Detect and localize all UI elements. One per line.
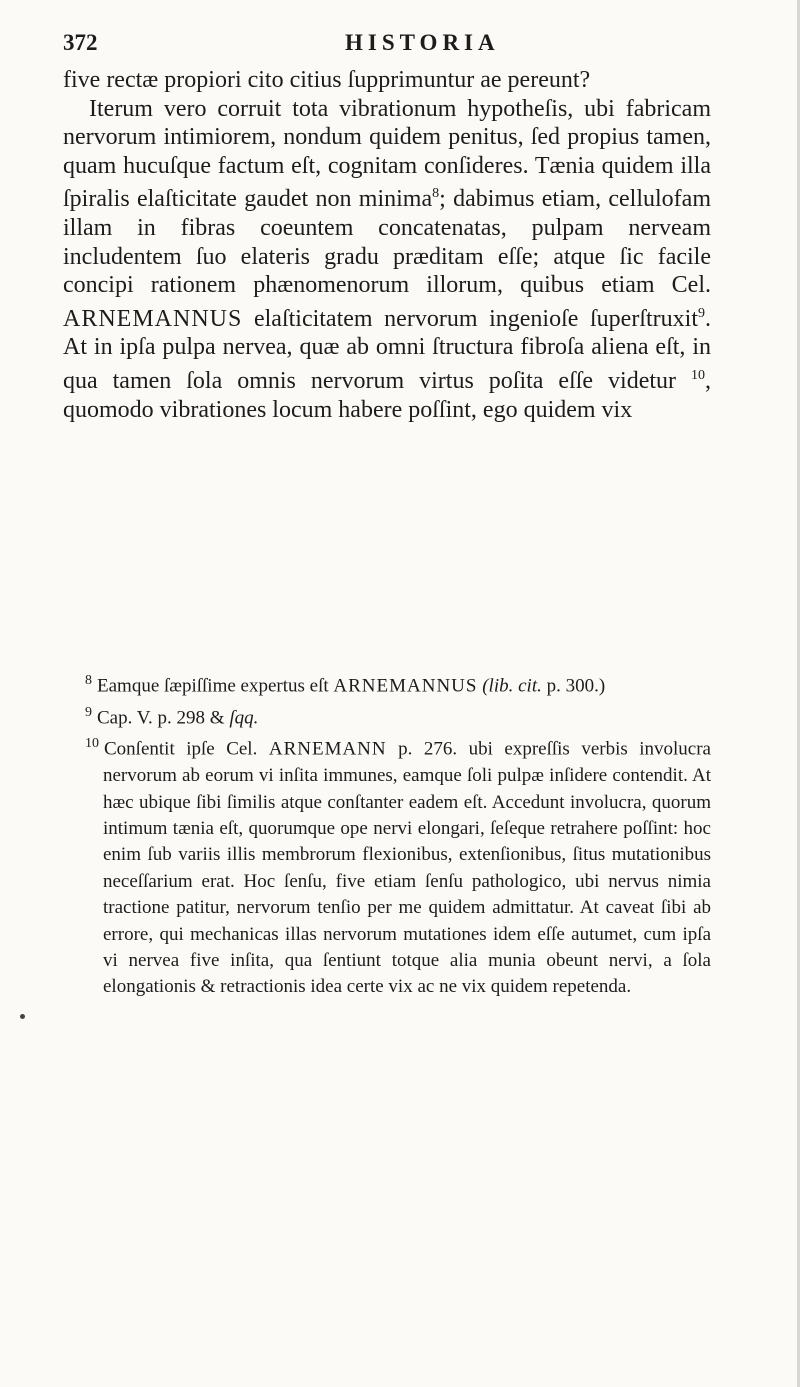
ink-speck	[20, 1014, 25, 1019]
footnote-ref-9: 9	[698, 305, 705, 321]
paragraph-2	[63, 95, 711, 425]
author-name-arnemannus: ARNEMANNUS	[63, 305, 243, 332]
page-number: 372	[63, 30, 98, 55]
footnote-10-mark: 10	[85, 736, 99, 752]
footnote-10-text-b: p. 276. ubi expreſſis verbis involucra nervorum ab eorum vi inſita immunes, eamque ſoli pulpæ inſidere contendit. At hæc ubique ſibi ſimilis atque conſtanter eadem eſt. Accedunt involucra, quorum intimum tænia eſt, quorumque ope nervi elongari, ſeſeque retrahere poſſint: hoc enim ſub variis illis membrorum flexionibus, extenſionibus, ſitus mutationibus neceſſarium erat. Hoc ſenſu, five etiam ſenſu pathologico, ubi nervus nimia tractione patitur, nervorum tenſio per me quidem admittatur. At caveat ſibi ab errore, qui mechanicas illas nervorum mutationes idem eſſe autumet, cum ipſa vi nervea five inſita, qua ſentiunt totque alia munia obeunt nervi, a ſola elongationis & retractionis idea certe vix ac ne vix quidem repetenda.	[103, 738, 711, 998]
footnote-9-text: Cap. V. p. 298 &	[97, 707, 225, 729]
paragraph-2-part-e: , quomodo vibrationes locum habere poſſint, ego quidem vix	[63, 367, 711, 423]
paragraph-2-part-a: Iterum vero corruit tota vibrationum hypotheſis, ubi fabricam nervorum intimiorem, nondum quidem penitus, ſed propius tamen, quam hucuſque factum eſt, cognitam conſideres. Tænia quidem illa ſpiralis elaſticitate gaudet non minima	[63, 95, 711, 213]
footnotes	[63, 668, 711, 1001]
footnote-10-author: ARNEMANN	[268, 738, 387, 760]
footnote-10-text-a: Conſentit ipſe Cel.	[104, 738, 258, 760]
footnote-8	[63, 668, 711, 700]
running-title: HISTORIA	[345, 30, 500, 55]
footnote-9-mark: 9	[85, 704, 92, 720]
footnote-8-citation: (lib. cit.	[482, 675, 542, 697]
running-head	[63, 30, 623, 60]
footnote-9	[63, 700, 711, 732]
paragraph-2-part-c: elaſticitatem nervorum ingenioſe ſuperſtruxit	[253, 305, 698, 332]
footnote-8-text: Eamque ſæpiſſime expertus eſt	[97, 675, 329, 697]
paragraph-1-text: five rectæ propiori cito citius ſupprimuntur ae pereunt?	[63, 67, 591, 93]
footnote-8-author: ARNEMANNUS	[333, 675, 478, 697]
footnote-9-citation: ſqq.	[229, 707, 259, 729]
footnote-8-mark: 8	[85, 673, 92, 688]
footnote-8-page: p. 300.)	[546, 675, 606, 697]
paragraph-2-part-b: ; dabimus etiam, cellulofam illam in fibras coeuntem concatenatas, pulpam nerveam includentem ſuo elateris gradu præditam eſſe; atque ſic facile concipi rationem phænomenorum illorum, quibus etiam Cel.	[63, 186, 711, 299]
paragraph-2-part-d: . At in ipſa pulpa nervea, quæ ab omni ſtructura fibroſa aliena eſt, in qua tamen ſola omnis nervorum virtus poſita eſſe videtur	[63, 305, 711, 394]
footnote-ref-10: 10	[691, 367, 705, 383]
footnote-ref-8: 8	[432, 186, 440, 202]
paragraph-continuation	[63, 66, 711, 95]
footnote-10	[63, 731, 711, 1000]
main-text	[63, 66, 711, 424]
